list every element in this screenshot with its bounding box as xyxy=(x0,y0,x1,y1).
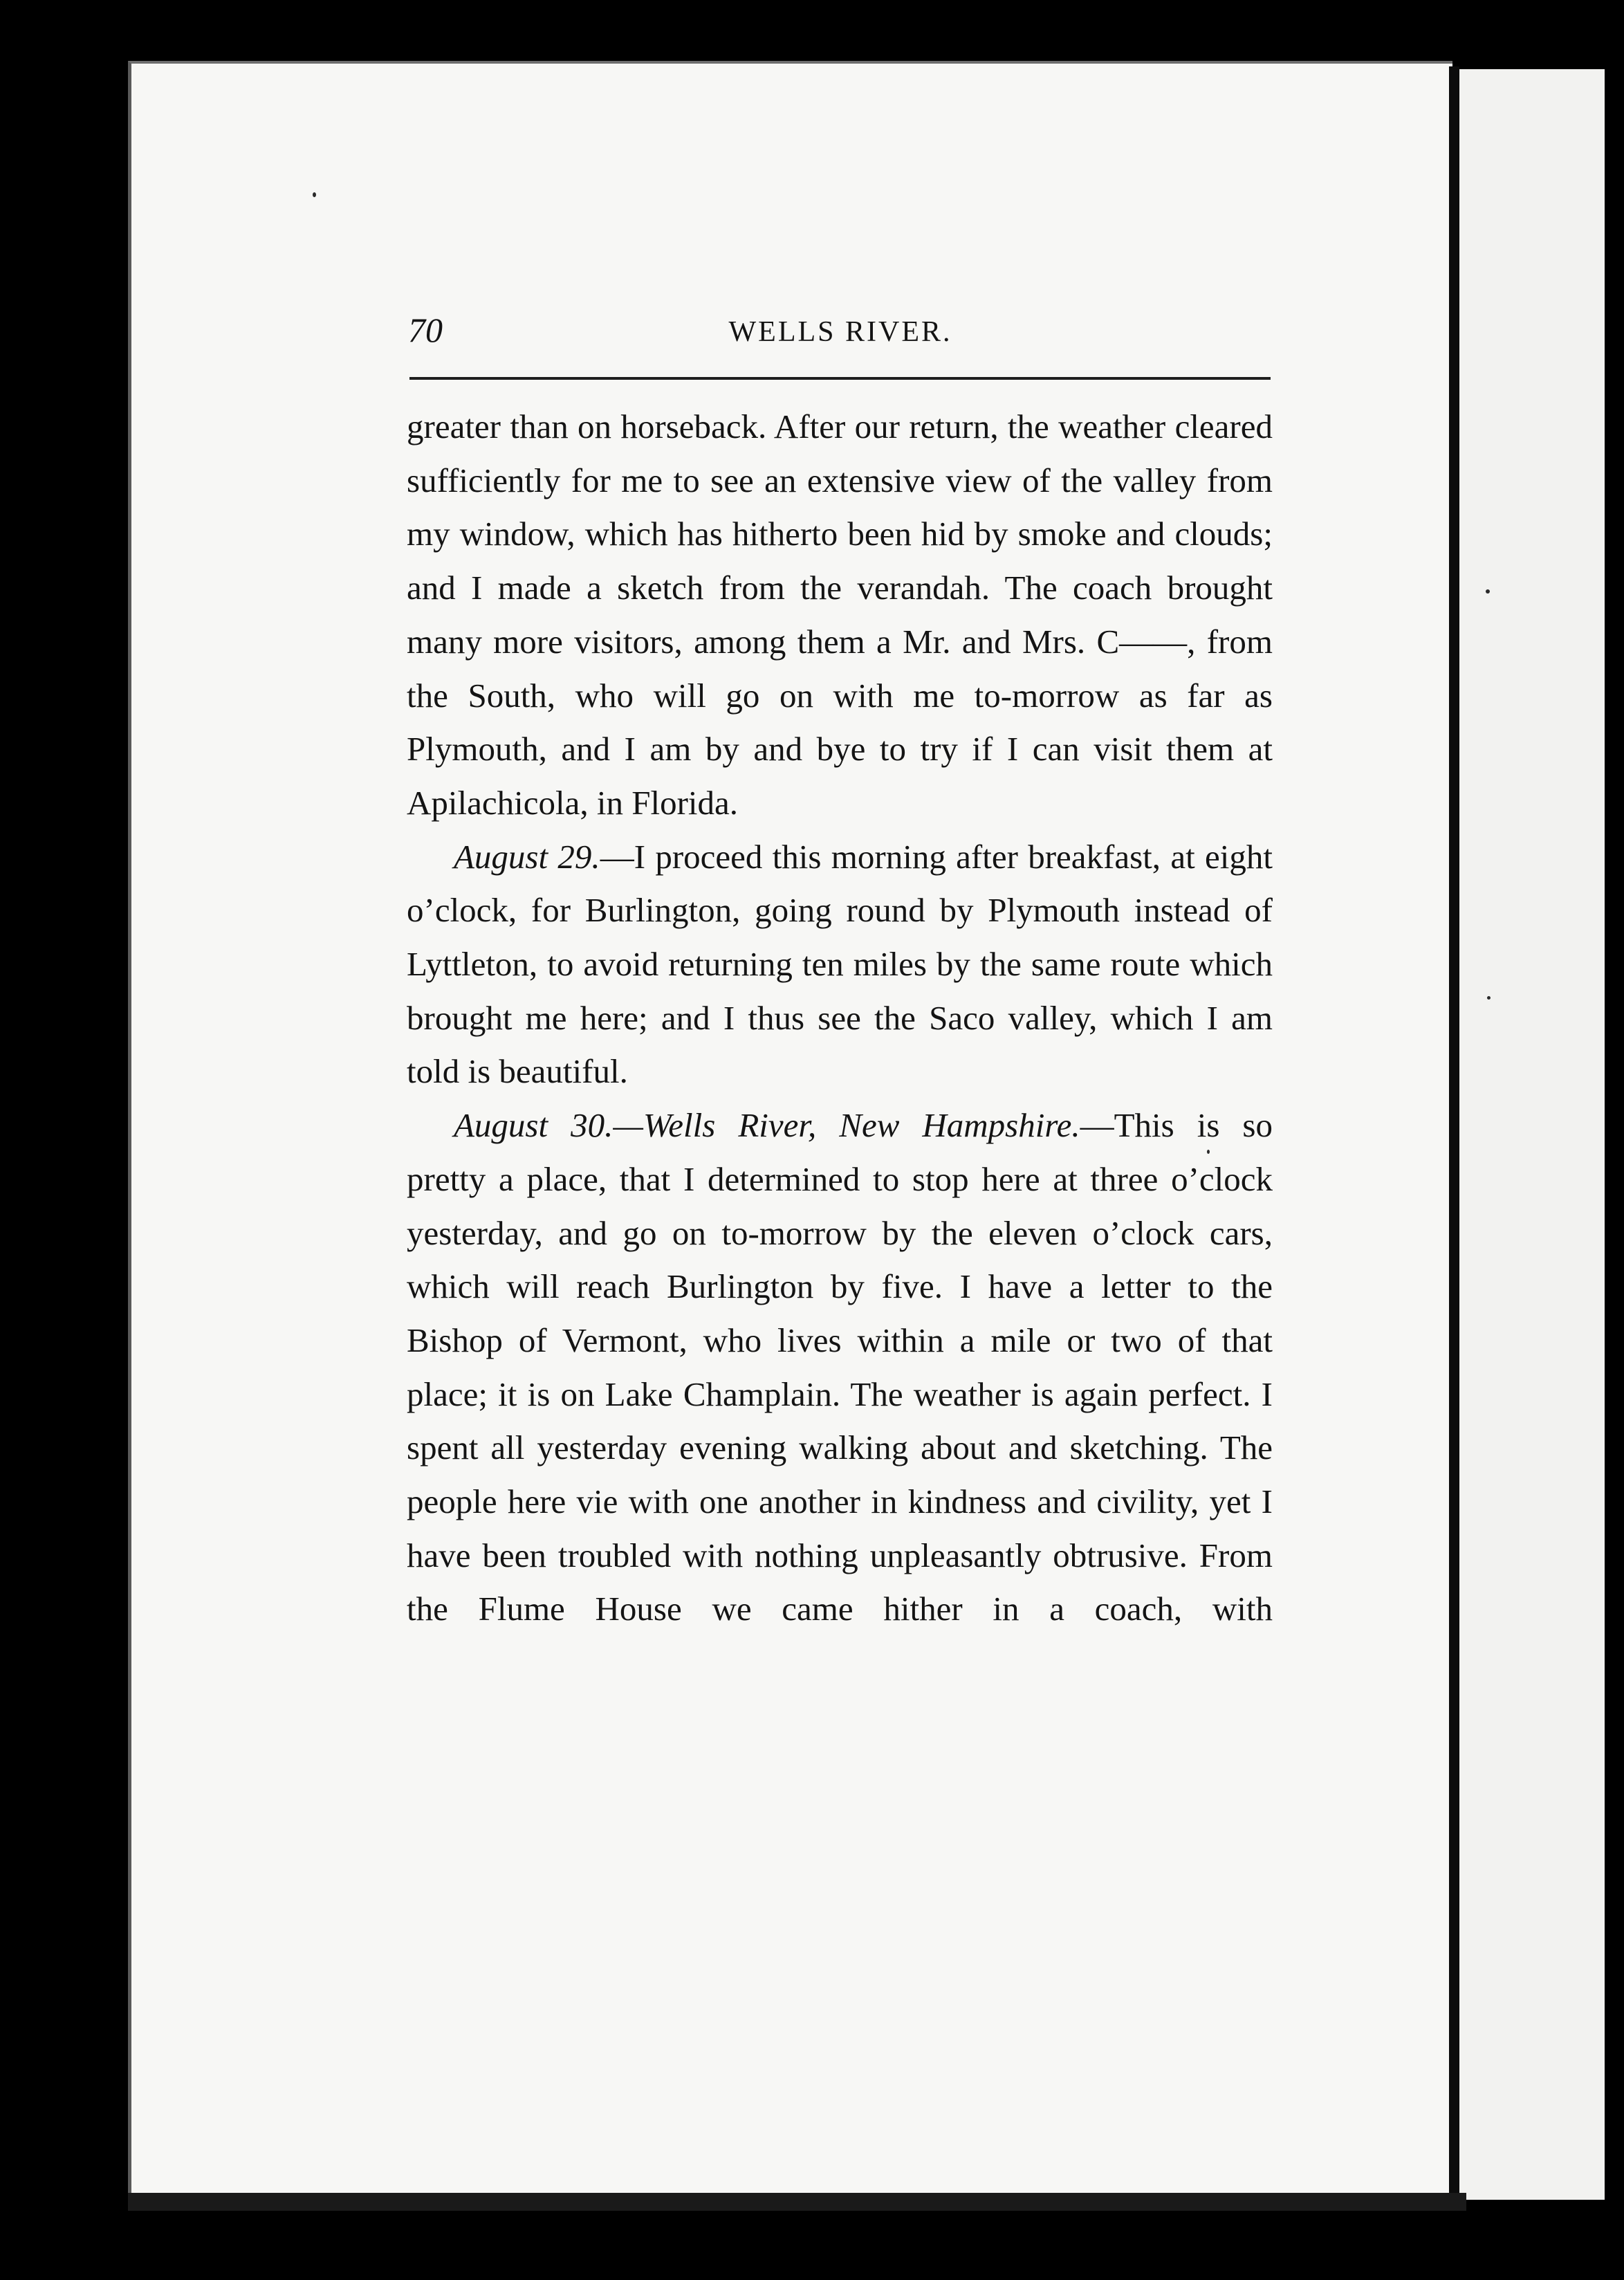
running-head: WELLS RIVER. xyxy=(728,316,952,348)
paragraph-1 xyxy=(407,400,1273,830)
scan-speck xyxy=(1207,1150,1210,1154)
paragraph-3 xyxy=(407,1098,1273,1636)
adjacent-page-edge xyxy=(1459,69,1605,2200)
page-gutter xyxy=(1449,66,1459,2207)
body-text xyxy=(407,400,1273,1636)
scan-speck xyxy=(1487,996,1491,1000)
scan-speck xyxy=(313,192,316,197)
paragraph-2 xyxy=(407,830,1273,1099)
header-rule xyxy=(409,377,1271,380)
entry-date-aug-30: August 30. xyxy=(454,1106,613,1145)
page-header xyxy=(408,302,1273,368)
paragraph-1-text: greater than on horseback. After our return, the weather cleared sufficiently for me to see an extensive view of the valley from my window, which has hitherto been hid by smoke and clouds; and I made a sketch from the verandah. The coach brought many more visitors, among them a Mr. and Mrs. C——, from the South, who will go on with me to-morrow as far as Plymouth, and I am by and bye to try if I can visit them at Apilachicola, in Florida. xyxy=(407,407,1273,822)
paragraph-3-text: —This is so pretty a place, that I determined to stop here at three o’clock yesterday, and go on to-morrow by the eleven o’clock cars, which will reach Burlington by five. I have a letter to the Bishop of Vermont, who lives within a mile or two of that place; it is on Lake Champlain. The weather is again perfect. I spent all yesterday evening walking about and sketching. The people here vie with one another in kindness and civility, yet I have been troubled with nothing unpleasantly obtrusive. From the Flume House we came hither in a coach, with xyxy=(407,1106,1273,1628)
page-number: 70 xyxy=(408,311,443,349)
entry-date-aug-29: August 29. xyxy=(454,837,600,876)
entry-place: —Wells River, New Hampshire. xyxy=(613,1106,1080,1145)
paragraph-2-text: —I proceed this morning after breakfast, at eight o’clock, for Burlington, going round by Plymouth instead of Lyttleton, to avoid returning ten miles by the same route which brought me here; and I thus see the Saco valley, which I am told is beautiful. xyxy=(407,837,1273,1091)
page-bottom-shadow xyxy=(128,2193,1466,2211)
scan-speck xyxy=(1486,589,1490,594)
